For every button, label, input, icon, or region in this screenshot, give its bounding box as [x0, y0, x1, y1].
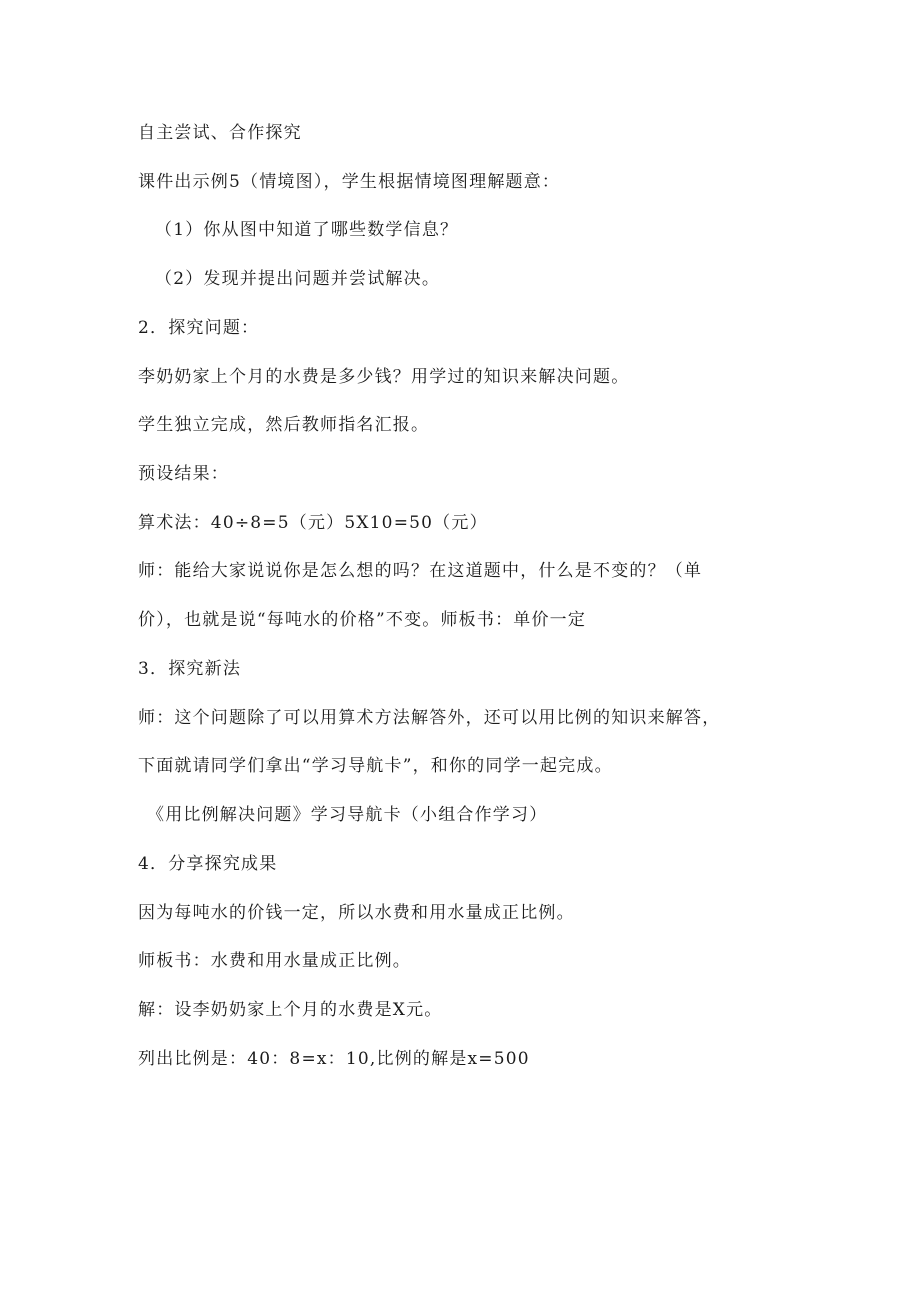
worksheet-title: 《用比例解决问题》学习导航卡（小组合作学习） — [147, 805, 548, 825]
question-item-2: （2）发现并提出问题并尝试解决。 — [155, 269, 441, 289]
paragraph-problem: 李奶奶家上个月的水费是多少钱？用学过的知识来解决问题。 — [138, 367, 630, 387]
paragraph-new-method: 师：这个问题除了可以用算术方法解答外，还可以用比例的知识来解答， — [138, 708, 721, 728]
paragraph-solution: 解：设李奶奶家上个月的水费是X元。 — [138, 1000, 443, 1020]
paragraph-arithmetic-method: 算术法：40÷8=5（元）5X10=50（元） — [138, 513, 488, 533]
paragraph-teacher-question: 师：能给大家说说你是怎么想的吗？在这道题中，什么是不变的？（单 — [138, 561, 703, 581]
paragraph-reasoning: 因为每吨水的价钱一定，所以水费和用水量成正比例。 — [138, 903, 575, 923]
paragraph-blackboard: 师板书：水费和用水量成正比例。 — [138, 951, 411, 971]
paragraph-teacher-question-cont: 价），也就是说“每吨水的价格”不变。师板书：单价一定 — [138, 610, 587, 630]
paragraph-expected-result: 预设结果： — [138, 464, 229, 484]
step-heading-4: 4．分享探究成果 — [138, 854, 278, 874]
question-item-1: （1）你从图中知道了哪些数学信息？ — [155, 220, 459, 240]
paragraph-example-intro: 课件出示例5（情境图），学生根据情境图理解题意： — [138, 172, 561, 192]
step-heading-2: 2．探究问题： — [138, 318, 260, 338]
paragraph-proportion: 列出比例是：40：8=x：10,比例的解是x=500 — [138, 1049, 530, 1069]
step-heading-3: 3．探究新法 — [138, 659, 242, 679]
paragraph-new-method-cont: 下面就请同学们拿出“学习导航卡”，和你的同学一起完成。 — [138, 756, 613, 776]
paragraph-student-work: 学生独立完成，然后教师指名汇报。 — [138, 415, 430, 435]
section-heading: 自主尝试、合作探究 — [138, 123, 302, 143]
